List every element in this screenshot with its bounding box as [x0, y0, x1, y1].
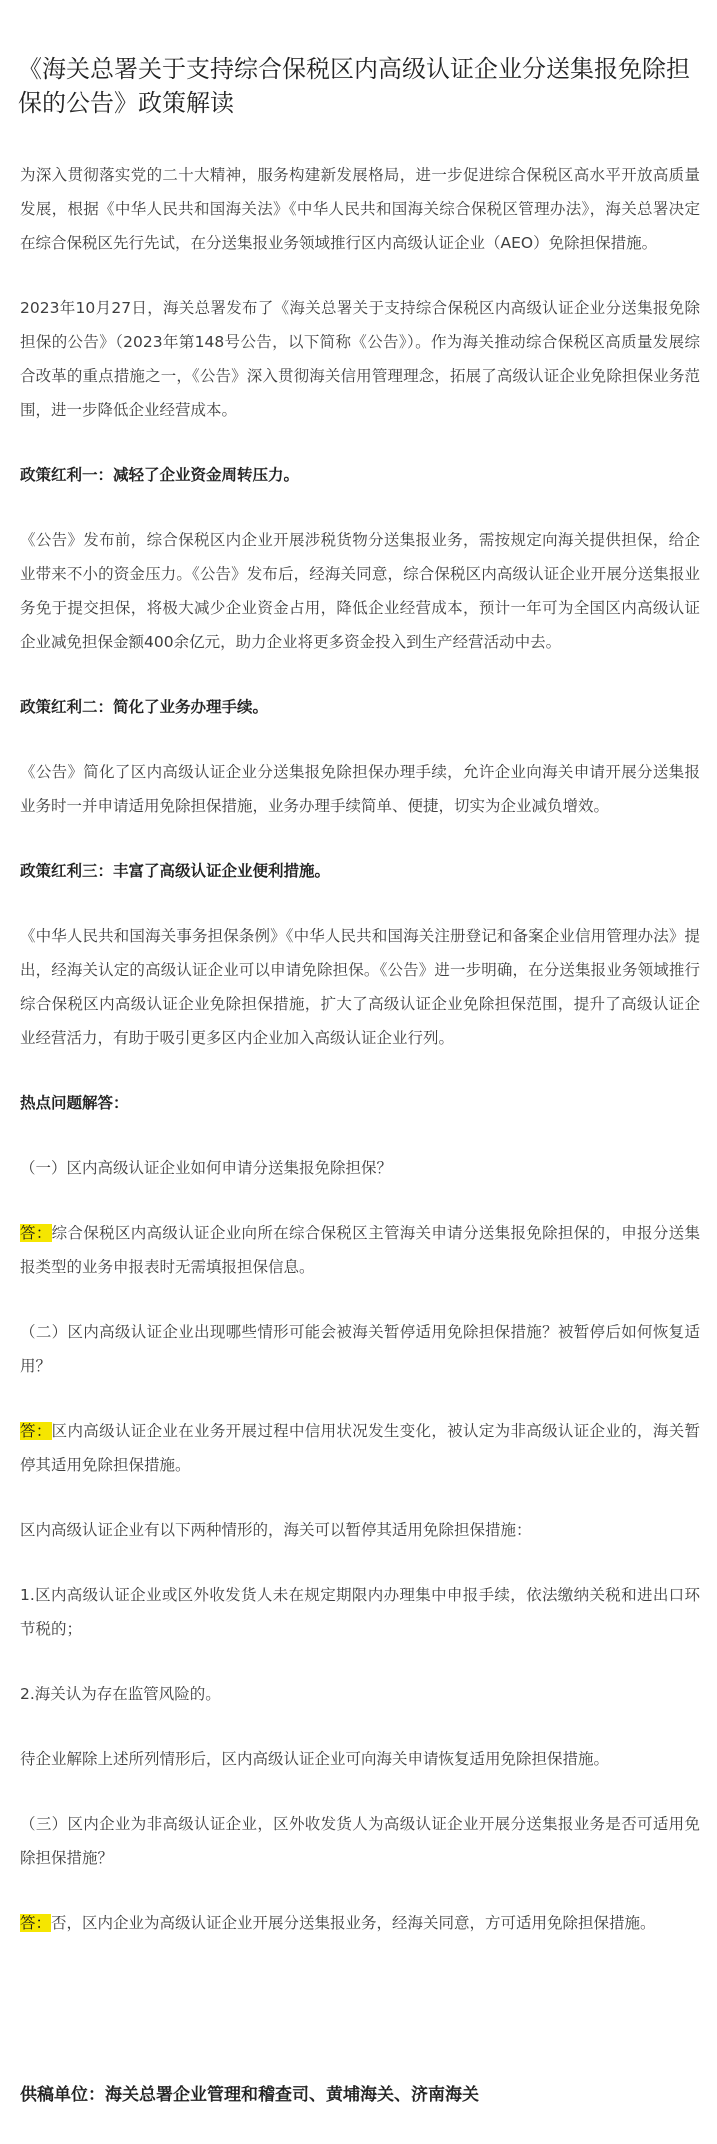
heading-benefit-3: 政策红利三：丰富了高级认证企业便利措施。 [20, 862, 331, 880]
paragraph-benefit-2: 《公告》简化了区内高级认证企业分送集报免除担保办理手续，允许企业向海关申请开展分送集报业务时一并申请适用免除担保措施，业务办理手续简单、便捷，切实为企业减负增效。 [20, 763, 700, 815]
faq-question-1: （一）区内高级认证企业如何申请分送集报免除担保？ [20, 1159, 393, 1177]
answer-label: 答： [20, 1224, 52, 1242]
answer-label: 答： [20, 1914, 52, 1932]
faq-answer-3 [20, 1906, 700, 1940]
answer-text: 否，区内企业为高级认证企业开展分送集报业务，经海关同意，方可适用免除担保措施。 [51, 1914, 656, 1932]
paragraph-restoration: 待企业解除上述所列情形后，区内高级认证企业可向海关申请恢复适用免除担保措施。 [20, 1750, 610, 1768]
faq-answer-2 [20, 1414, 700, 1482]
contributor-footer: 供稿单位：海关总署企业管理和稽查司、黄埔海关、济南海关 [20, 2085, 479, 2105]
heading-faq: 热点问题解答： [20, 1094, 129, 1112]
paragraph-announcement: 2023年10月27日，海关总署发布了《海关总署关于支持综合保税区内高级认证企业分送集报免除担保的公告》（2023年第148号公告，以下简称《公告》）。作为海关推动综合保税区高质量发展综合改革的重点措施之一，《公告》深入贯彻海关信用管理理念，拓展了高级认证企业免除担保业务范围，进一步降低企业经营成本。 [20, 299, 700, 419]
paragraph-suspension-case-1: 1.区内高级认证企业或区外收发货人未在规定期限内办理集中申报手续，依法缴纳关税和进出口环节税的； [20, 1586, 700, 1638]
heading-benefit-1: 政策红利一：减轻了企业资金周转压力。 [20, 466, 300, 484]
faq-question-2: （二）区内高级认证企业出现哪些情形可能会被海关暂停适用免除担保措施？被暂停后如何恢复适用？ [20, 1323, 700, 1375]
paragraph-benefit-1: 《公告》发布前，综合保税区内企业开展涉税货物分送集报业务，需按规定向海关提供担保，给企业带来不小的资金压力。《公告》发布后，经海关同意，综合保税区内高级认证企业开展分送集报业务免于提交担保，将极大减少企业资金占用，降低企业经营成本，预计一年可为全国区内高级认证企业减免担保金额400余亿元，助力企业将更多资金投入到生产经营活动中去。 [20, 531, 700, 651]
answer-label: 答： [20, 1422, 52, 1440]
heading-benefit-2: 政策红利二：简化了业务办理手续。 [20, 698, 269, 716]
faq-answer-1 [20, 1216, 700, 1284]
answer-text: 区内高级认证企业在业务开展过程中信用状况发生变化，被认定为非高级认证企业的，海关暂停其适用免除担保措施。 [20, 1422, 700, 1474]
article-body [20, 158, 700, 1940]
article-title: 《海关总署关于支持综合保税区内高级认证企业分送集报免除担保的公告》政策解读 [18, 55, 690, 117]
faq-question-3: （三）区内企业为非高级认证企业，区外收发货人为高级认证企业开展分送集报业务是否可适用免除担保措施？ [20, 1815, 700, 1867]
answer-text: 综合保税区内高级认证企业向所在综合保税区主管海关申请分送集报免除担保的，申报分送集报类型的业务申报表时无需填报担保信息。 [20, 1224, 700, 1276]
paragraph-suspension-case-2: 2.海关认为存在监管风险的。 [20, 1685, 221, 1703]
paragraph-suspension-intro: 区内高级认证企业有以下两种情形的，海关可以暂停其适用免除担保措施： [20, 1521, 532, 1539]
paragraph-benefit-3: 《中华人民共和国海关事务担保条例》《中华人民共和国海关注册登记和备案企业信用管理办法》提出，经海关认定的高级认证企业可以申请免除担保。《公告》进一步明确，在分送集报业务领域推行综合保税区内高级认证企业免除担保措施，扩大了高级认证企业免除担保范围，提升了高级认证企业经营活力，有助于吸引更多区内企业加入高级认证企业行列。 [20, 927, 700, 1047]
paragraph-intro: 为深入贯彻落实党的二十大精神，服务构建新发展格局，进一步促进综合保税区高水平开放高质量发展，根据《中华人民共和国海关法》《中华人民共和国海关综合保税区管理办法》，海关总署决定在综合保税区先行先试，在分送集报业务领域推行区内高级认证企业（AEO）免除担保措施。 [20, 166, 700, 252]
